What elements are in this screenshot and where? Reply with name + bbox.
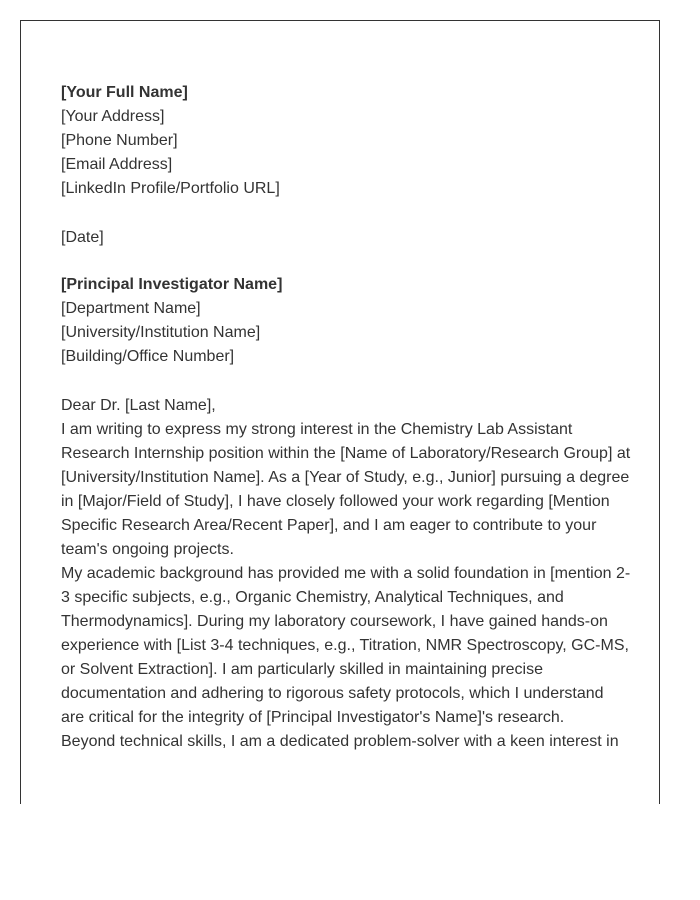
body-paragraph-1: I am writing to express my strong interest in the Chemistry Lab Assistant Research Internship position within the [Name of Laboratory/Research Group] at [University/Institution Name]. As a [Year of Study, e.g., Junior] pursuing a degree in [Major/Field of Study], I have closely followed your work regarding [Mention Specific Research Area/Recent Paper], and I am eager to contribute to your team's ongoing projects. — [61, 421, 631, 558]
recipient-office: [Building/Office Number] — [61, 348, 235, 365]
recipient-name: [Principal Investigator Name] — [61, 276, 283, 293]
body-paragraph-3: Beyond technical skills, I am a dedicated problem-solver with a keen interest in — [61, 733, 619, 750]
salutation-block — [61, 394, 631, 418]
sender-block — [61, 81, 631, 201]
date-block — [61, 226, 631, 250]
recipient-department: [Department Name] — [61, 300, 201, 317]
sender-address: [Your Address] — [61, 108, 165, 125]
sender-name: [Your Full Name] — [61, 84, 188, 101]
sender-linkedin: [LinkedIn Profile/Portfolio URL] — [61, 180, 280, 197]
sender-email: [Email Address] — [61, 156, 173, 173]
letter-page — [20, 20, 660, 804]
body-paragraph-2: My academic background has provided me with a solid foundation in [mention 2-3 specific subjects, e.g., Organic Chemistry, Analytical Techniques, and Thermodynamics]. During my laboratory coursework, I have gained hands-on experience with [List 3-4 techniques, e.g., Titration, NMR Spectroscopy, GC-MS, or Solvent Extraction]. I am particularly skilled in maintaining precise documentation and adhering to rigorous safety protocols, which I understand are critical for the integrity of [Principal Investigator's Name]'s research. — [61, 565, 631, 726]
sender-phone: [Phone Number] — [61, 132, 178, 149]
letter-content — [61, 81, 631, 754]
recipient-block — [61, 273, 631, 369]
salutation: Dear Dr. [Last Name], — [61, 397, 216, 414]
recipient-institution: [University/Institution Name] — [61, 324, 261, 341]
letter-date: [Date] — [61, 229, 104, 246]
